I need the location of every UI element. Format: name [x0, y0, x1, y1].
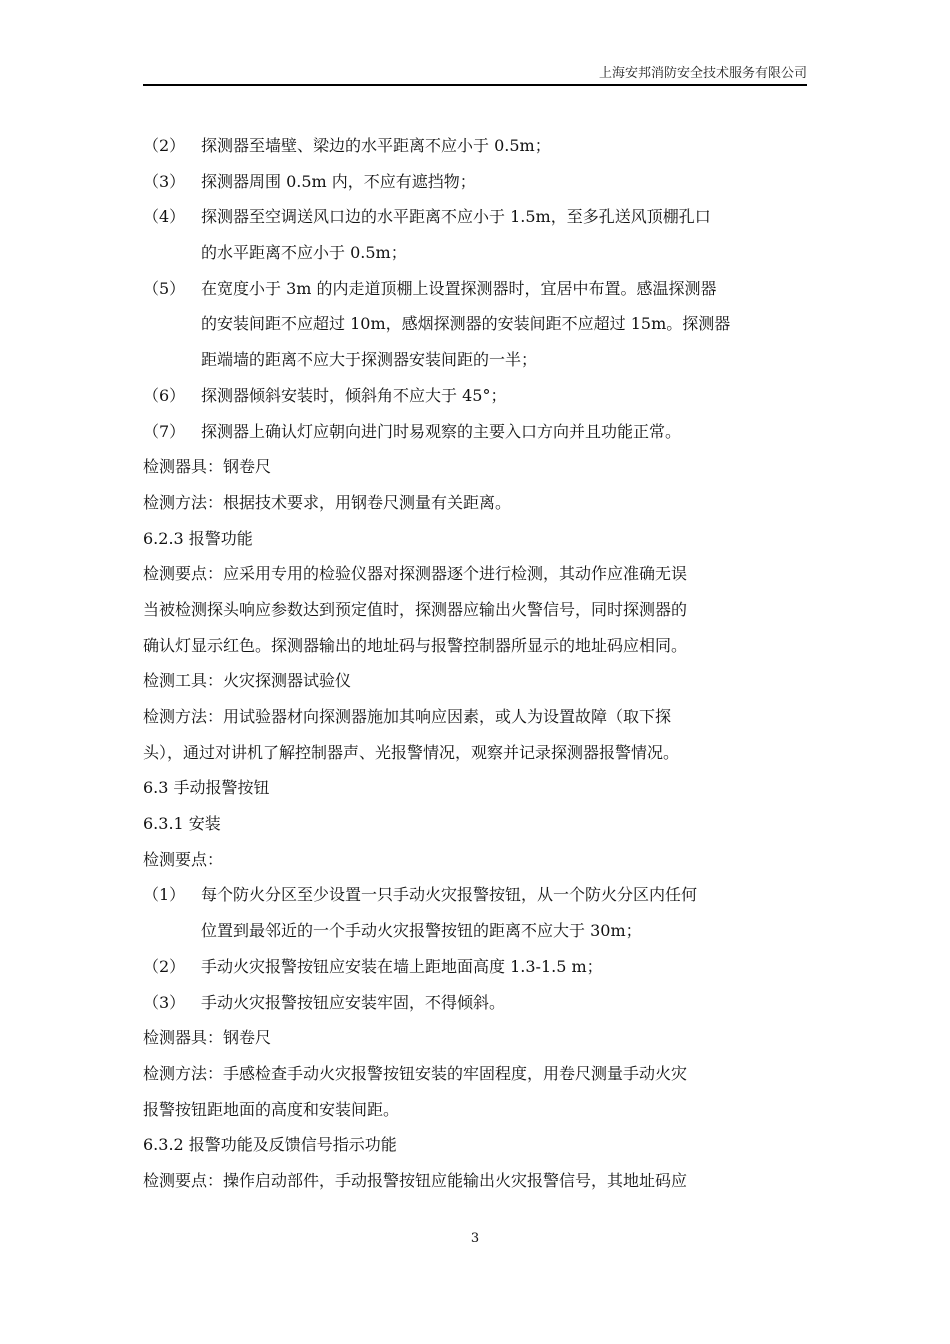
list-item-text: 手动火灾报警按钮应安装在墙上距地面高度 1.3-1.5 m；	[201, 956, 603, 976]
list-item-number: （4）	[143, 207, 186, 227]
list-item-text: 探测器至空调送风口边的水平距离不应小于 1.5m，至多孔送风顶棚孔口	[201, 207, 711, 227]
list-item-text: 在宽度小于 3m 的内走道顶棚上设置探测器时，宜居中布置。感温探测器	[201, 278, 717, 298]
list-item	[143, 985, 807, 1021]
page-header-company: 上海安邦消防安全技术服务有限公司	[598, 66, 807, 81]
list-item	[143, 378, 807, 414]
list-item-number: （5）	[143, 278, 186, 298]
list-item-continuation: 的安装间距不应超过 10m，感烟探测器的安装间距不应超过 15m。探测器	[201, 314, 731, 334]
list-item-continuation: 距端墙的距离不应大于探测器安装间距的一半；	[201, 350, 538, 370]
paragraph-line: 检测方法：根据技术要求，用钢卷尺测量有关距离。	[143, 492, 512, 512]
paragraph-line: 确认灯显示红色。探测器输出的地址码与报警控制器所显示的地址码应相同。	[143, 635, 688, 655]
list-item-number: （6）	[143, 385, 186, 405]
paragraph-line: 6.2.3 报警功能	[143, 528, 253, 548]
paragraph-line: 检测工具：火灾探测器试验仪	[143, 671, 352, 691]
paragraph-line: 检测方法：用试验器材向探测器施加其响应因素，或人为设置故障（取下探	[143, 707, 672, 726]
paragraph-line: 检测方法：手感检查手动火灾报警按钮安装的牢固程度，用卷尺测量手动火灾	[143, 1063, 688, 1083]
list-item	[143, 877, 807, 913]
list-item-text: 每个防火分区至少设置一只手动火灾报警按钮，从一个防火分区内任何	[201, 885, 698, 905]
paragraph-line: 6.3.1 安装	[143, 814, 221, 834]
list-item-continuation: 位置到最邻近的一个手动火灾报警按钮的距离不应大于 30m；	[201, 921, 642, 941]
paragraph-line: 检测器具：钢卷尺	[143, 457, 272, 477]
list-item-number: （3）	[143, 992, 186, 1012]
list-item-text: 探测器上确认灯应朝向进门时易观察的主要入口方向并且功能正常。	[201, 421, 682, 441]
paragraph-line: 检测要点：操作启动部件，手动报警按钮应能输出火灾报警信号，其地址码应	[143, 1170, 688, 1190]
document-body	[143, 128, 807, 1199]
paragraph-line: 检测要点：应采用专用的检验仪器对探测器逐个进行检测，其动作应准确无误	[143, 564, 688, 584]
list-item-number: （2）	[143, 136, 186, 155]
list-item-text: 探测器倾斜安装时，倾斜角不应大于 45°；	[201, 385, 507, 405]
paragraph-line: 6.3.2 报警功能及反馈信号指示功能	[143, 1135, 397, 1155]
list-item	[143, 164, 807, 200]
list-item-number: （7）	[143, 421, 186, 441]
paragraph-line: 头），通过对讲机了解控制器声、光报警情况，观察并记录探测器报警情况。	[143, 742, 680, 762]
list-item	[143, 199, 807, 235]
page-number: 3	[470, 1231, 480, 1246]
paragraph-line: 报警按钮距地面的高度和安装间距。	[143, 1099, 400, 1119]
list-item-text: 手动火灾报警按钮应安装牢固，不得倾斜。	[201, 992, 506, 1012]
list-item-continuation: 的水平距离不应小于 0.5m；	[201, 243, 407, 263]
paragraph-line: 检测器具：钢卷尺	[143, 1028, 272, 1048]
list-item	[143, 271, 807, 307]
list-item-number: （1）	[143, 885, 186, 905]
paragraph-line: 当被检测探头响应参数达到预定值时，探测器应输出火警信号，同时探测器的	[143, 599, 688, 619]
list-item	[143, 414, 807, 450]
list-item	[143, 128, 807, 164]
list-item-text: 探测器至墙壁、梁边的水平距离不应小于 0.5m；	[201, 136, 551, 155]
list-item-number: （2）	[143, 956, 186, 976]
header-divider	[143, 84, 807, 86]
list-item-number: （3）	[143, 171, 186, 191]
paragraph-line: 6.3 手动报警按钮	[143, 778, 270, 798]
list-item	[143, 949, 807, 985]
list-item-text: 探测器周围 0.5m 内，不应有遮挡物；	[201, 171, 476, 191]
paragraph-line: 检测要点：	[143, 849, 224, 869]
